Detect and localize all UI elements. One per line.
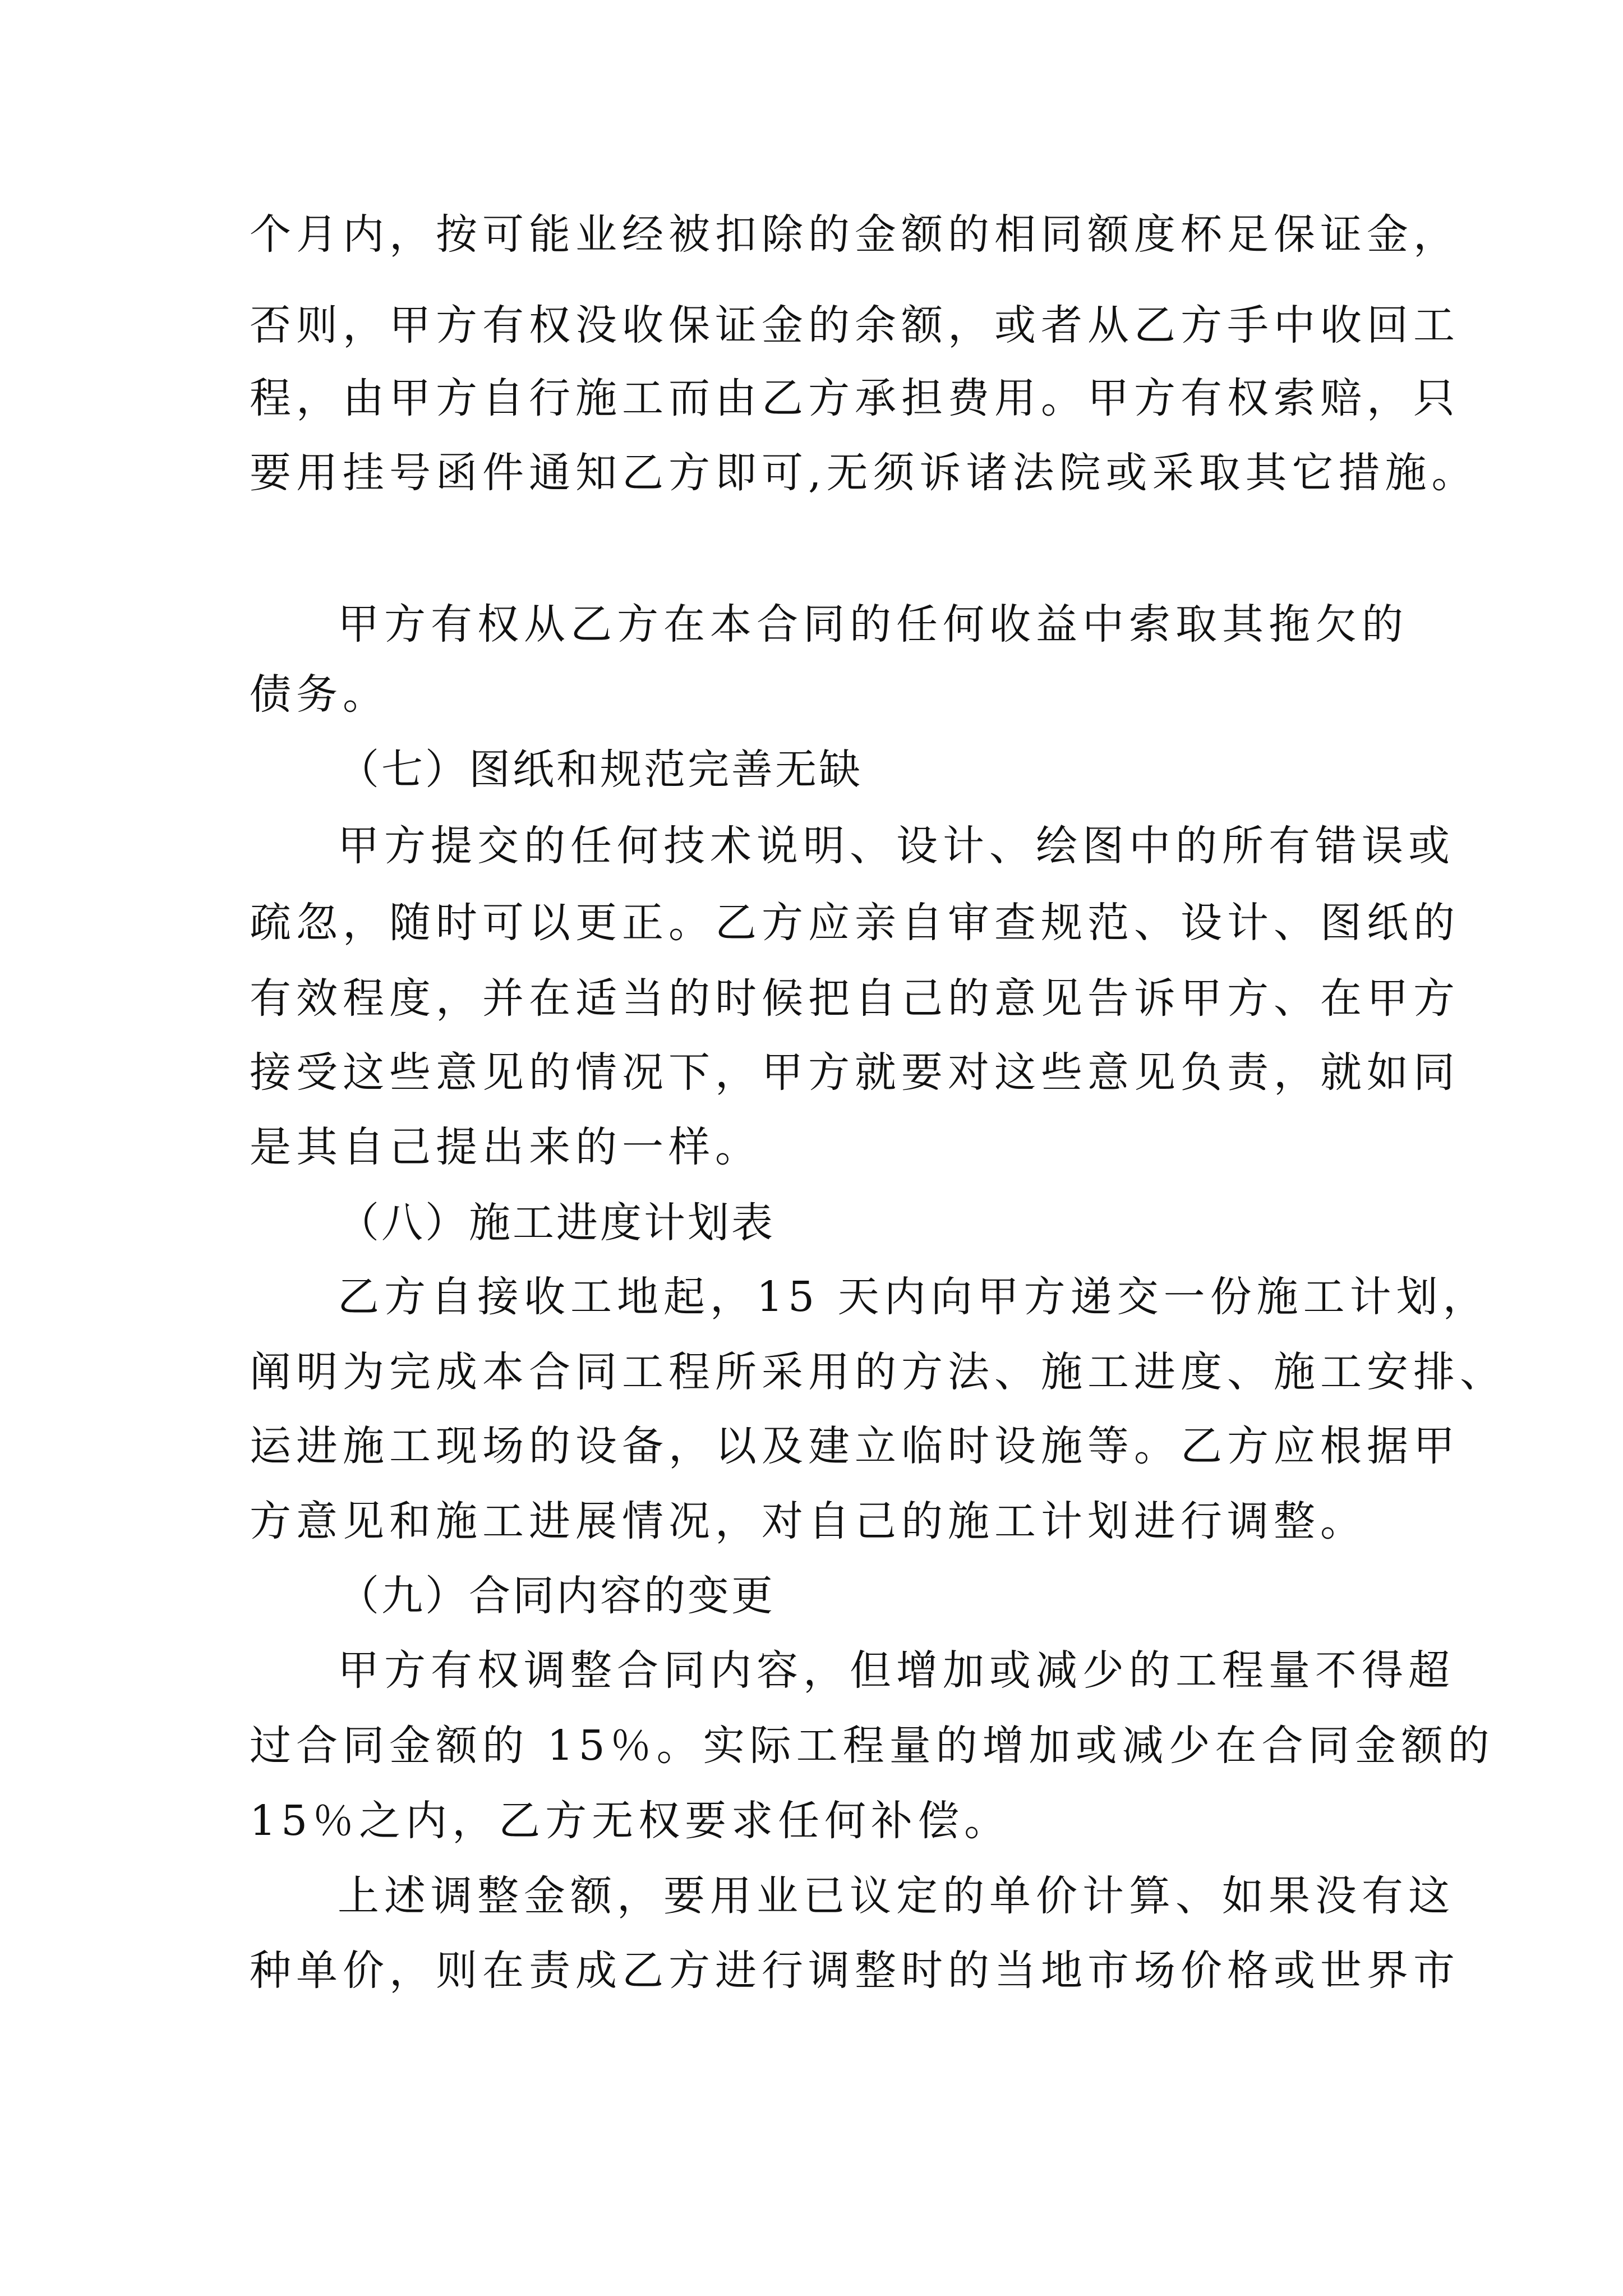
text-line-2: 否则，甲方有权没收保证金的余额，或者从乙方手中收回工: [250, 301, 1460, 349]
text-line-15: 阐明为完成本合同工程所采用的方法、施工进度、施工安排、: [250, 1348, 1506, 1396]
text-line-22: 上述调整金额，要用业已议定的单价计算、如果没有这: [338, 1872, 1455, 1920]
text-line-3: 程，由甲方自行施工而由乙方承担费用。甲方有权索赔，只: [250, 374, 1460, 422]
text-line-14: 乙方自接收工地起，15 天内向甲方递交一份施工计划，: [338, 1273, 1490, 1321]
section-heading-8: （八）施工进度计划表: [338, 1199, 775, 1247]
text-line-23: 种单价，则在责成乙方进行调整时的当地市场价格或世界市: [250, 1947, 1460, 1995]
text-line-19: 甲方有权调整合同内容，但增加或减少的工程量不得超: [338, 1646, 1455, 1695]
text-line-9: 疏忽，随时可以更正。乙方应亲自审查规范、设计、图纸的: [250, 899, 1460, 947]
section-heading-9: （九）合同内容的变更: [338, 1572, 775, 1620]
text-line-17: 方意见和施工进展情况，对自己的施工计划进行调整。: [250, 1497, 1367, 1545]
text-line-6: 债务。: [250, 670, 389, 719]
section-heading-7: （七）图纸和规范完善无缺: [338, 746, 863, 794]
text-line-10: 有效程度，并在适当的时候把自己的意见告诉甲方、在甲方: [250, 974, 1460, 1023]
text-line-8: 甲方提交的任何技术说明、设计、绘图中的所有错误或: [338, 822, 1455, 870]
text-line-11: 接受这些意见的情况下，甲方就要对这些意见负责，就如同: [250, 1048, 1460, 1097]
text-line-5: 甲方有权从乙方在本合同的任何收益中索取其拖欠的: [338, 600, 1408, 648]
text-line-21: 15％之内，乙方无权要求任何补偿。: [250, 1797, 1011, 1845]
text-line-4: 要用挂号函件通知乙方即可,无须诉诸法院或采取其它措施。: [250, 449, 1478, 497]
text-line-16: 运进施工现场的设备，以及建立临时设施等。乙方应根据甲: [250, 1422, 1460, 1470]
text-line-12: 是其自己提出来的一样。: [250, 1123, 762, 1171]
text-line-1: 个月内，按可能业经被扣除的金额的相同额度杯足保证金，: [250, 210, 1460, 259]
text-line-20: 过合同金额的 15％。实际工程量的增加或减少在合同金额的: [250, 1722, 1495, 1770]
